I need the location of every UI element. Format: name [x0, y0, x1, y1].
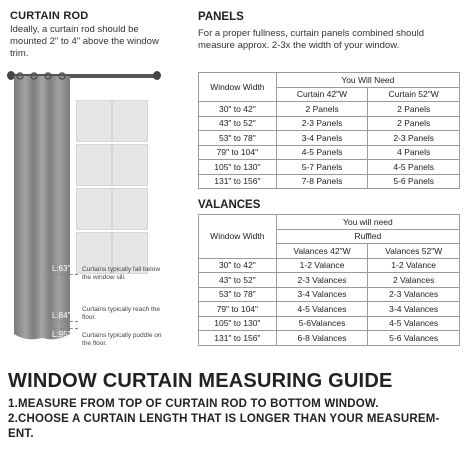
length-marker: L:84" — [52, 311, 71, 320]
width-cell: 53" to 78" — [199, 287, 277, 302]
valances-header-ruffled: Ruffled — [276, 229, 459, 244]
valances-42-cell: 1-2 Valance — [276, 258, 368, 273]
valances-52-cell: 2-3 Valances — [368, 287, 460, 302]
window-pane — [76, 100, 112, 142]
window-illustration — [60, 88, 148, 276]
panels-header-width: Window Width — [199, 73, 277, 102]
valances-col-42: Valances 42"W — [276, 244, 368, 259]
panels-42-cell: 5-7 Panels — [276, 160, 368, 175]
valances-52-cell: 4-5 Valances — [368, 316, 460, 331]
panels-52-cell: 4 Panels — [368, 145, 460, 160]
valances-42-cell: 5-6Valances — [276, 316, 368, 331]
length-guide-line — [44, 321, 78, 322]
guide-step-2: 2.CHOOSE A CURTAIN LENGTH THAT IS LONGER THAN YOUR MEASUREM-ENT. — [8, 413, 440, 440]
table-row — [199, 174, 460, 189]
table-row — [199, 131, 460, 146]
valances-header-width: Window Width — [199, 215, 277, 259]
panels-header-need: You Will Need — [276, 73, 459, 88]
length-note: Curtains typically fall below the window sill. — [82, 266, 161, 281]
panels-col-42: Curtain 42"W — [276, 87, 368, 102]
valances-42-cell: 6-8 Valances — [276, 331, 368, 346]
window-pane — [76, 144, 112, 186]
table-row — [199, 302, 460, 317]
valances-42-cell: 4-5 Valances — [276, 302, 368, 317]
table-row — [199, 316, 460, 331]
width-cell: 105" to 130" — [199, 160, 277, 175]
length-note: Curtains typically reach the floor. — [82, 306, 161, 321]
panels-title: PANELS — [198, 11, 244, 23]
panels-table — [198, 72, 460, 189]
length-marker: L:63" — [52, 264, 71, 273]
rod-finial-right — [153, 71, 161, 80]
panels-42-cell: 2-3 Panels — [276, 116, 368, 131]
window-pane — [112, 144, 148, 186]
length-note: Curtains typically puddle on the floor. — [82, 332, 162, 347]
width-cell: 79" to 104" — [199, 145, 277, 160]
guide-title: WINDOW CURTAIN MEASURING GUIDE — [8, 370, 393, 392]
panels-52-cell: 2-3 Panels — [368, 131, 460, 146]
width-cell: 79" to 104" — [199, 302, 277, 317]
curtain-rod-description: Ideally, a curtain rod should be mounted 2" to 4" above the window trim. — [10, 24, 159, 59]
valances-52-cell: 2 Valances — [368, 273, 460, 288]
window-pane — [76, 188, 112, 230]
panels-col-52: Curtain 52"W — [368, 87, 460, 102]
valances-table — [198, 214, 460, 346]
panels-52-cell: 2 Panels — [368, 116, 460, 131]
width-cell: 43" to 52" — [199, 273, 277, 288]
table-row — [199, 273, 460, 288]
panels-42-cell: 7-8 Panels — [276, 174, 368, 189]
panels-52-cell: 4-5 Panels — [368, 160, 460, 175]
curtain-panel — [12, 72, 72, 344]
length-guide-line — [44, 274, 78, 275]
valances-header-need: You will need — [276, 215, 459, 230]
valances-52-cell: 3-4 Valances — [368, 302, 460, 317]
width-cell: 131" to 156" — [199, 174, 277, 189]
table-row — [199, 102, 460, 117]
width-cell: 30" to 42" — [199, 102, 277, 117]
width-cell: 53" to 78" — [199, 131, 277, 146]
width-cell: 105" to 130" — [199, 316, 277, 331]
curtain-rod-title: CURTAIN ROD — [10, 10, 89, 22]
guide-step-1: 1.MEASURE FROM TOP OF CURTAIN ROD TO BOTTOM WINDOW. — [8, 398, 379, 410]
table-row — [199, 160, 460, 175]
table-row — [199, 287, 460, 302]
width-cell: 43" to 52" — [199, 116, 277, 131]
panels-42-cell: 3-4 Panels — [276, 131, 368, 146]
panels-intro: For a proper fullness, curtain panels combined should measure approx. 2-3x the width of your window. — [198, 28, 425, 51]
panels-52-cell: 2 Panels — [368, 102, 460, 117]
valances-52-cell: 5-6 Valances — [368, 331, 460, 346]
panels-52-cell: 5-6 Panels — [368, 174, 460, 189]
table-row — [199, 258, 460, 273]
panels-42-cell: 4-5 Panels — [276, 145, 368, 160]
table-row — [199, 331, 460, 346]
length-guide-line — [44, 328, 78, 329]
valances-42-cell: 2-3 Valances — [276, 273, 368, 288]
valances-col-52: Valances 52"W — [368, 244, 460, 259]
valances-52-cell: 1-2 Valance — [368, 258, 460, 273]
panels-42-cell: 2 Panels — [276, 102, 368, 117]
width-cell: 30" to 42" — [199, 258, 277, 273]
width-cell: 131" to 156" — [199, 331, 277, 346]
valances-42-cell: 3-4 Valances — [276, 287, 368, 302]
window-pane — [112, 188, 148, 230]
valances-title: VALANCES — [198, 199, 261, 211]
length-marker: L:95" — [52, 330, 71, 339]
table-row — [199, 145, 460, 160]
window-pane — [112, 100, 148, 142]
table-row — [199, 116, 460, 131]
